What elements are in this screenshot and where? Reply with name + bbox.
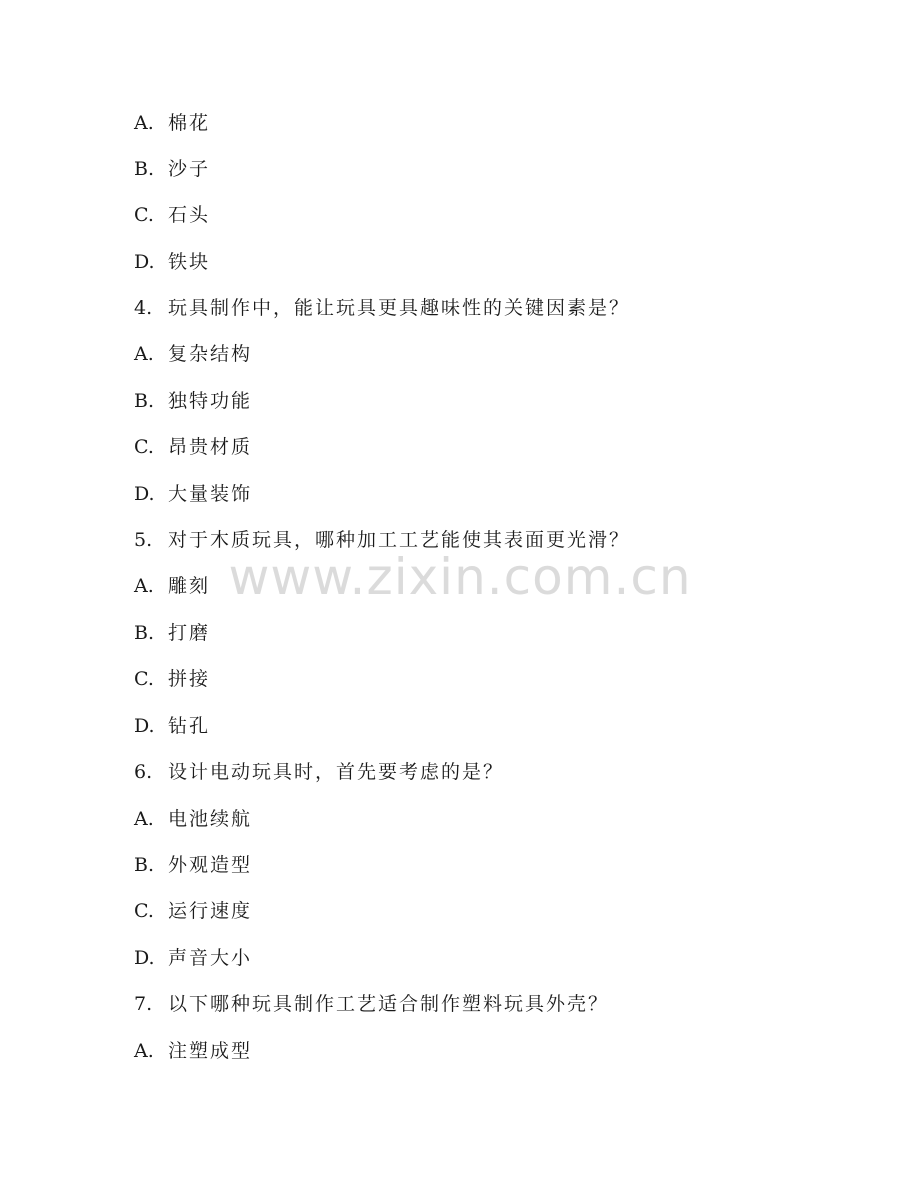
option-label: A. — [134, 808, 154, 830]
option-text: 大量装饰 — [168, 483, 253, 505]
question-number: 5. — [134, 529, 153, 551]
option-label: C. — [134, 900, 154, 922]
watermark: www.zixin.com.cn — [228, 548, 692, 606]
option-label: B. — [134, 390, 155, 412]
question-line — [134, 525, 630, 555]
option-text: 拼接 — [168, 668, 211, 690]
option-line — [134, 711, 210, 741]
option-line — [134, 618, 210, 648]
option-text: 复杂结构 — [168, 343, 253, 365]
option-line — [134, 804, 252, 834]
question-text: 玩具制作中，能让玩具更具趣味性的关键因素是？ — [168, 297, 631, 319]
question-text: 对于木质玩具，哪种加工工艺能使其表面更光滑？ — [168, 529, 631, 551]
option-line — [134, 108, 210, 138]
option-text: 电池续航 — [168, 808, 253, 830]
option-label: D. — [134, 251, 155, 273]
option-label: D. — [134, 483, 155, 505]
option-text: 铁块 — [168, 251, 211, 273]
option-text: 钻孔 — [168, 715, 211, 737]
option-label: B. — [134, 158, 155, 180]
option-line — [134, 154, 210, 184]
option-line — [134, 386, 252, 416]
question-number: 6. — [134, 761, 153, 783]
option-label: B. — [134, 622, 155, 644]
option-line — [134, 1036, 252, 1066]
option-label: C. — [134, 668, 154, 690]
option-text: 外观造型 — [168, 854, 253, 876]
option-text: 棉花 — [168, 112, 211, 134]
question-number: 4. — [134, 297, 153, 319]
question-text: 以下哪种玩具制作工艺适合制作塑料玩具外壳？ — [168, 993, 610, 1015]
option-line — [134, 432, 252, 462]
option-line — [134, 247, 210, 277]
question-line — [134, 293, 630, 323]
option-label: D. — [134, 715, 155, 737]
option-text: 打磨 — [168, 622, 211, 644]
question-line — [134, 989, 609, 1019]
option-label: A. — [134, 1040, 154, 1062]
question-line — [134, 757, 504, 787]
option-label: C. — [134, 204, 154, 226]
option-line — [134, 200, 210, 230]
option-label: A. — [134, 112, 154, 134]
option-label: A. — [134, 575, 154, 597]
option-line — [134, 943, 252, 973]
option-text: 沙子 — [168, 158, 211, 180]
option-text: 声音大小 — [168, 947, 253, 969]
option-line — [134, 896, 252, 926]
option-text: 独特功能 — [168, 390, 253, 412]
question-text: 设计电动玩具时，首先要考虑的是？ — [168, 761, 505, 783]
option-text: 注塑成型 — [168, 1040, 253, 1062]
option-line — [134, 850, 252, 880]
option-label: B. — [134, 854, 155, 876]
option-line — [134, 339, 252, 369]
option-line — [134, 479, 252, 509]
option-text: 雕刻 — [168, 575, 211, 597]
option-line — [134, 571, 210, 601]
option-label: A. — [134, 343, 154, 365]
option-line — [134, 664, 210, 694]
option-label: C. — [134, 436, 154, 458]
option-text: 昂贵材质 — [168, 436, 253, 458]
option-text: 运行速度 — [168, 900, 253, 922]
option-text: 石头 — [168, 204, 211, 226]
question-number: 7. — [134, 993, 153, 1015]
option-label: D. — [134, 947, 155, 969]
